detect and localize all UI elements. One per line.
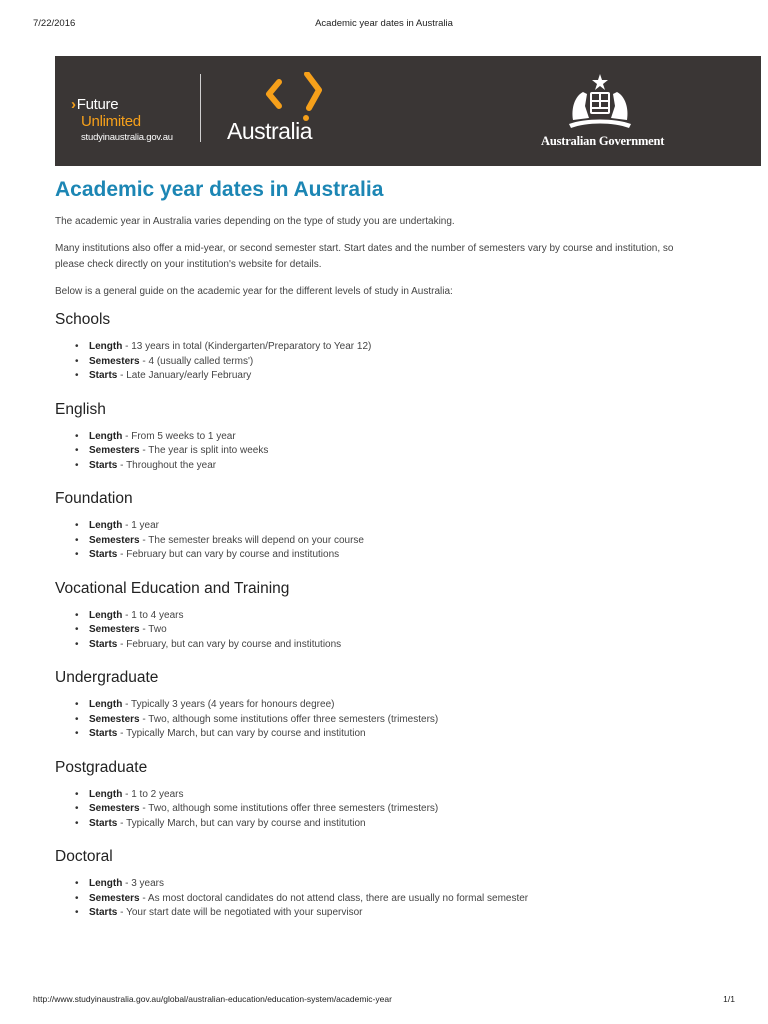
item-text: - 1 to 4 years <box>122 609 184 621</box>
article-body <box>55 214 675 938</box>
item-label: Starts <box>89 549 118 560</box>
logo-future-text: Future <box>76 96 119 113</box>
section-heading: English <box>55 400 106 418</box>
item-label: Length <box>89 878 123 889</box>
detail-list <box>75 788 675 832</box>
coat-of-arms-icon <box>565 72 635 132</box>
list-item <box>75 355 675 370</box>
item-text: - The year is split into weeks <box>139 445 269 456</box>
item-text: - As most doctoral candidates do not attend class, there are usually no formal semester <box>139 892 529 904</box>
section-heading: Doctoral <box>55 848 113 865</box>
list-item <box>75 609 675 624</box>
australian-government-text: Australian Government <box>541 134 665 148</box>
item-text: - From 5 weeks to 1 year <box>122 430 236 442</box>
item-label: Starts <box>89 728 118 739</box>
item-label: Starts <box>89 638 118 650</box>
chevron-right-icon: › <box>71 96 76 113</box>
print-footer <box>33 994 735 1008</box>
item-text: - February, but can vary by course and institutions <box>117 638 342 650</box>
list-item <box>75 519 675 534</box>
intro-paragraph: Below is a general guide on the academic year for the different levels of study in Australia: <box>55 286 453 297</box>
section-heading: Undergraduate <box>55 669 159 686</box>
item-text: - Two <box>139 624 167 635</box>
item-label: Length <box>89 609 123 621</box>
list-item <box>75 802 675 817</box>
logo-url-text: studyinaustralia.gov.au <box>81 132 173 143</box>
list-item <box>75 906 675 921</box>
item-label: Length <box>89 788 123 800</box>
section-foundation <box>55 490 675 563</box>
item-text: - Two, although some institutions offer three semesters (trimesters) <box>139 803 439 814</box>
list-item <box>75 548 675 563</box>
page-number: 1/1 <box>723 994 735 1004</box>
detail-list <box>75 609 675 653</box>
item-text: - 1 to 2 years <box>122 788 184 800</box>
source-url[interactable]: http://www.studyinaustralia.gov.au/global/australian-education/education-system/academic-year <box>33 994 392 1004</box>
detail-list <box>75 430 675 474</box>
item-label: Length <box>89 520 123 531</box>
item-label: Semesters <box>89 624 140 635</box>
section-undergraduate <box>55 669 675 742</box>
section-heading: Schools <box>55 311 111 328</box>
item-text: - The semester breaks will depend on your course <box>139 534 364 546</box>
site-banner <box>55 56 761 166</box>
list-item <box>75 713 675 728</box>
item-text: - Typically March, but can vary by course and institution <box>117 817 366 829</box>
brand-australia-wordmark: Australia <box>227 118 312 144</box>
item-label: Length <box>89 699 123 710</box>
list-item <box>75 698 675 713</box>
item-text: - Late January/early February <box>117 370 252 381</box>
list-item <box>75 444 675 459</box>
section-english <box>55 401 675 474</box>
section-heading: Postgraduate <box>55 758 148 776</box>
section-heading: Vocational Education and Training <box>55 579 290 597</box>
item-label: Length <box>89 430 123 442</box>
print-title: Academic year dates in Australia <box>315 18 453 29</box>
item-text: - 13 years in total (Kindergarten/Preparatory to Year 12) <box>122 341 372 352</box>
list-item <box>75 638 675 653</box>
item-label: Semesters <box>89 534 140 546</box>
list-item <box>75 892 675 907</box>
intro-paragraph: Many institutions also offer a mid-year, or second semester start. Start dates and the number of semesters vary by course and institution, so please check directly on your institution's website for details. <box>55 243 674 270</box>
detail-list <box>75 519 675 563</box>
section-schools <box>55 311 675 384</box>
print-date: 7/22/2016 <box>33 18 76 29</box>
item-text: - Typically March, but can vary by course and institution <box>117 728 366 739</box>
list-item <box>75 430 675 445</box>
list-item <box>75 727 675 742</box>
section-heading: Foundation <box>55 490 133 507</box>
banner-divider <box>200 74 201 142</box>
list-item <box>75 340 675 355</box>
list-item <box>75 877 675 892</box>
list-item <box>75 369 675 384</box>
item-text: - Two, although some institutions offer three semesters (trimesters) <box>139 713 439 725</box>
future-unlimited-logo[interactable] <box>71 96 211 144</box>
item-label: Semesters <box>89 445 140 456</box>
section-postgraduate <box>55 759 675 832</box>
item-label: Semesters <box>89 803 140 814</box>
intro-paragraph: The academic year in Australia varies depending on the type of study you are undertaking. <box>55 216 455 227</box>
page-title: Academic year dates in Australia <box>55 178 384 201</box>
list-item <box>75 534 675 549</box>
item-text: - Your start date will be negotiated with your supervisor <box>117 907 363 918</box>
item-label: Semesters <box>89 355 140 367</box>
item-text: - Throughout the year <box>117 459 217 471</box>
item-label: Starts <box>89 907 118 918</box>
section-vocational <box>55 580 675 653</box>
list-item <box>75 788 675 803</box>
detail-list <box>75 340 675 384</box>
print-header <box>33 18 735 32</box>
section-doctoral <box>55 848 675 921</box>
item-text: - Typically 3 years (4 years for honours degree) <box>122 699 335 710</box>
item-label: Semesters <box>89 892 140 904</box>
item-text: - 1 year <box>122 520 160 531</box>
list-item <box>75 817 675 832</box>
list-item <box>75 459 675 474</box>
item-text: - 3 years <box>122 878 165 889</box>
logo-unlimited-text: Unlimited <box>81 113 141 130</box>
item-text: - February but can vary by course and institutions <box>117 549 340 560</box>
brand-australia-mark-icon <box>265 72 365 122</box>
item-label: Starts <box>89 459 118 471</box>
detail-list <box>75 877 675 921</box>
detail-list <box>75 698 675 742</box>
list-item <box>75 623 675 638</box>
item-label: Semesters <box>89 713 140 725</box>
item-label: Starts <box>89 370 118 381</box>
item-text: - 4 (usually called terms') <box>139 355 254 367</box>
item-label: Starts <box>89 817 118 829</box>
item-label: Length <box>89 341 123 352</box>
